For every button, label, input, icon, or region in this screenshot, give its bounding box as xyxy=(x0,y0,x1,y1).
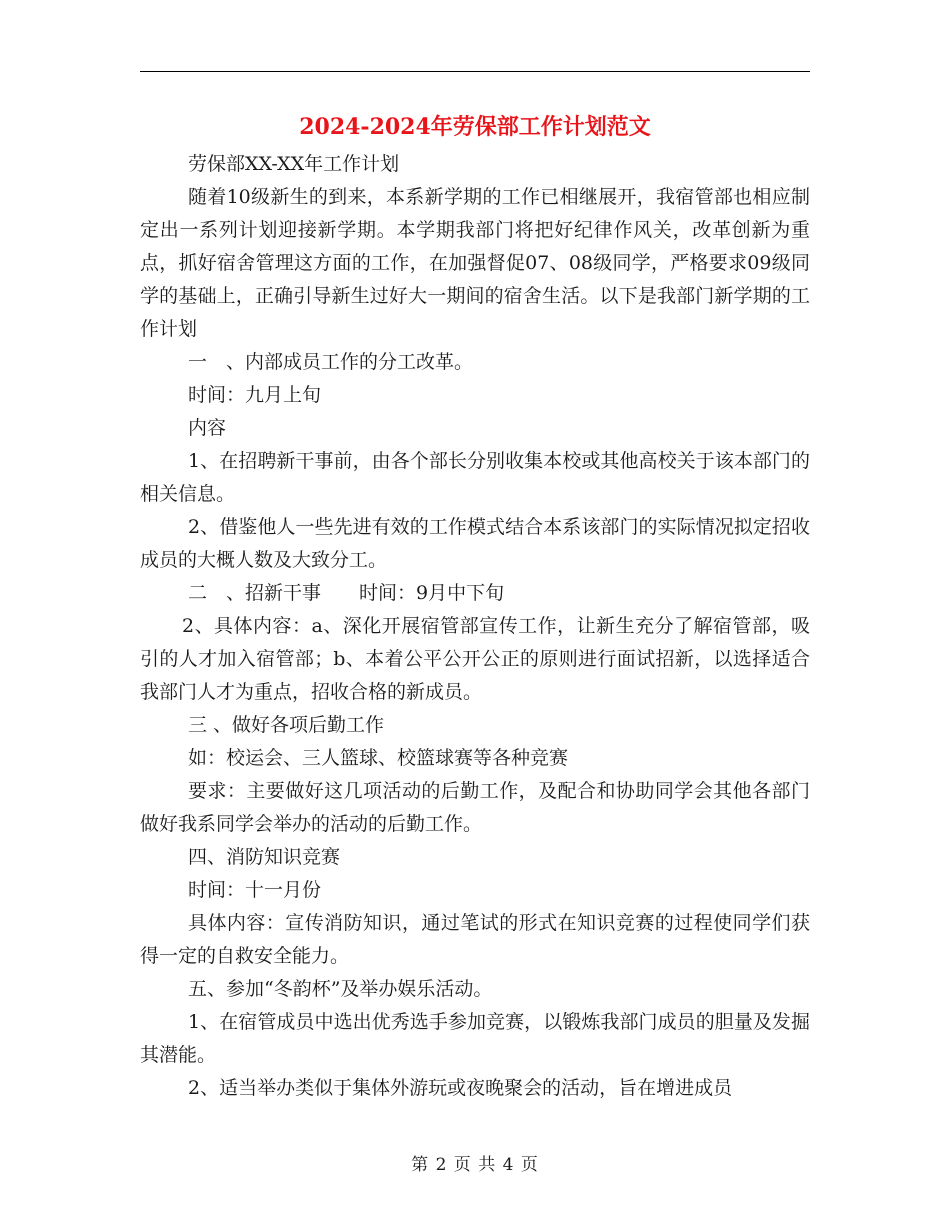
section-heading-3: 三 、做好各项后勤工作 xyxy=(188,714,385,736)
section-heading-5: 五、参加“冬韵杯”及举办娱乐活动。 xyxy=(188,978,493,1000)
header-rule xyxy=(140,71,810,72)
document-body xyxy=(140,148,810,1105)
paragraph-time-4: 时间：十一月份 xyxy=(188,879,322,901)
paragraph-time-1: 时间：九月上旬 xyxy=(188,384,322,406)
section-heading-4: 四、消防知识竞赛 xyxy=(188,846,341,868)
paragraph-item-5-2: 2、适当举办类似于集体外游玩或夜晚聚会的活动，旨在增进成员 xyxy=(188,1077,733,1099)
paragraph-content-4: 具体内容：宣传消防知识，通过笔试的形式在知识竞赛的过程使同学们获得一定的自救安全能力。 xyxy=(140,912,810,967)
document-title: 2024-2024年劳保部工作计划范文 xyxy=(299,114,651,140)
paragraph-subtitle: 劳保部XX-XX年工作计划 xyxy=(188,153,400,175)
paragraph-intro: 随着10级新生的到来，本系新学期的工作已相继展开，我宿管部也相应制定出一系列计划迎接新学期。本学期我部门将把好纪律作风关，改革创新为重点，抓好宿舍管理这方面的工作，在加强督促07、08级同学，严格要求09级同学的基础上，正确引导新生过好大一期间的宿舍生活。以下是我部门新学期的工作计划 xyxy=(140,186,810,340)
section-heading-1: 一 、内部成员工作的分工改革。 xyxy=(188,351,474,373)
paragraph-content-label: 内容 xyxy=(188,417,227,439)
paragraph-item-1-1: 1、在招聘新干事前，由各个部长分别收集本校或其他高校关于该本部门的相关信息。 xyxy=(140,450,810,505)
paragraph-example-3: 如：校运会、三人篮球、校篮球赛等各种竞赛 xyxy=(188,747,569,769)
paragraph-item-1-2: 2、借鉴他人一些先进有效的工作模式结合本系该部门的实际情况拟定招收成员的大概人数及大致分工。 xyxy=(140,516,810,571)
section-heading-2: 二 、招新干事 时间：9月中下旬 xyxy=(188,582,505,604)
paragraph-requirement-3: 要求：主要做好这几项活动的后勤工作，及配合和协助同学会其他各部门做好我系同学会举办的活动的后勤工作。 xyxy=(140,780,810,835)
paragraph-item-2-2: 2、具体内容：a、深化开展宿管部宣传工作，让新生充分了解宿管部，吸引的人才加入宿管部；b、本着公平公开公正的原则进行面试招新，以选择适合我部门人才为重点，招收合格的新成员。 xyxy=(140,615,810,703)
paragraph-item-5-1: 1、在宿管成员中选出优秀选手参加竞赛，以锻炼我部门成员的胆量及发掘其潜能。 xyxy=(140,1011,810,1066)
page-number-footer: 第 2 页 共 4 页 xyxy=(411,1155,539,1175)
